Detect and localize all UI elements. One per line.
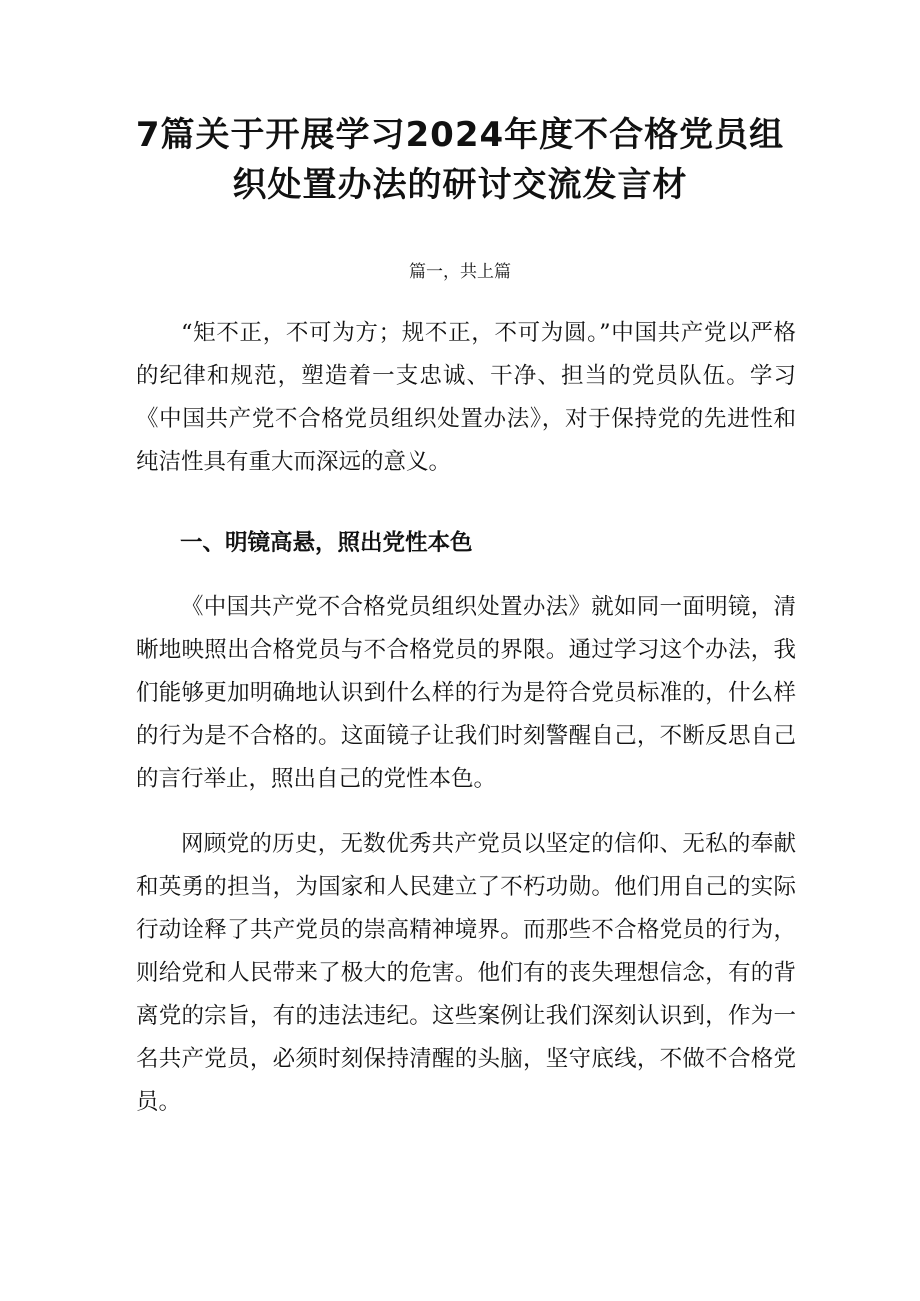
section-heading: 一、明镜高悬，照出党性本色 [180,530,473,556]
document-title-line-2: 织处置办法的研讨交流发言材 [232,165,688,205]
paragraph-history: 网顾党的历史，无数优秀共产党员以坚定的信仰、无私的奉献和英勇的担当，为国家和人民建立了不朽功勋。他们用自己的实际行动诠释了共产党员的崇高精神境界。而那些不合格党员的行为，则给党和人民带来了极大的危害。他们有的丧失理想信念，有的背离党的宗旨，有的违法违纪。这些案例让我们深刻认识到，作为一名共产党员，必须时刻保持清醒的头脑，坚守底线，不做不合格党员。 [136,831,796,1115]
section-subtitle: 篇一，共上篇 [409,262,511,282]
document-title-line-1: 7篇关于开展学习2024年度不合格党员组 [135,115,785,155]
paragraph-mirror: 《中国共产党不合格党员组织处置办法》就如同一面明镜，清晰地映照出合格党员与不合格党员的界限。通过学习这个办法，我们能够更加明确地认识到什么样的行为是符合党员标准的，什么样的行为是不合格的。这面镜子让我们时刻警醒自己，不断反思自己的言行举止，照出自己的党性本色。 [136,594,796,792]
paragraph-intro: “矩不正，不可为方；规不正，不可为圆。”中国共产党以严格的纪律和规范，塑造着一支忠诚、干净、担当的党员队伍。学习《中国共产党不合格党员组织处置办法》，对于保持党的先进性和纯洁性具有重大而深远的意义。 [136,320,796,475]
